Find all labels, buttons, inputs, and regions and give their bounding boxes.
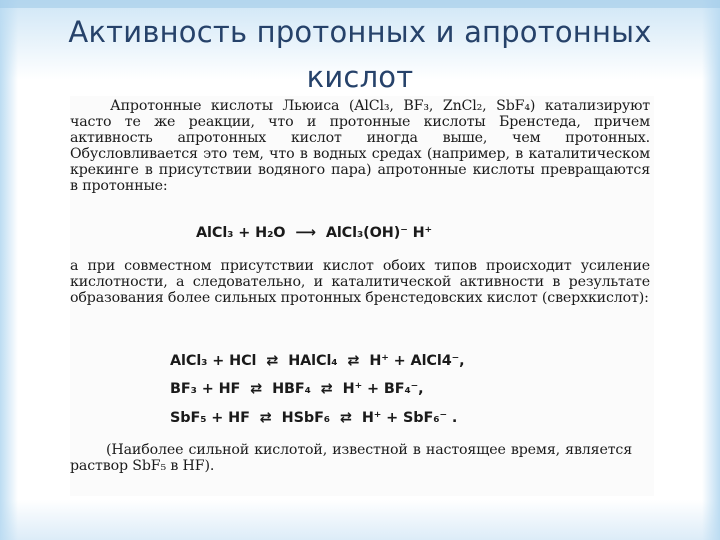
equation-intermediate: HSbF₆ [281,410,331,426]
reaction-arrow-icon: ⟶ [295,225,316,241]
equation-intermediate: HAlCl₄ [288,353,338,369]
equation-lhs: AlCl₃ + H₂O [196,225,286,241]
equation-alcl3-water [196,224,432,242]
equilibrium-arrow-icon: ⇄ [250,381,263,397]
equation-lhs: BF₃ + HF [170,381,241,397]
equation-rhs: H⁺ + SbF₆⁻ . [361,410,458,426]
equilibrium-arrow-icon: ⇄ [347,353,360,369]
equation-alcl3-hcl [170,352,465,370]
equation-bf3-hf [170,380,424,398]
equation-rhs: H⁺ + AlCl4⁻, [369,353,465,369]
slide-title-line-2: кислот [306,60,414,94]
paragraph-superacids: а при совместном присутствии кислот обоих типов происходит усиление кислотности, а следовательно, и каталитической активности в результате образования более сильных протонных бренстедовских кислот (сверхкислот): [70,258,650,306]
equation-lhs: SbF₅ + HF [170,410,250,426]
slide-title-line-1: Активность протонных и апротонных [68,15,652,49]
equation-rhs: H⁺ + BF₄⁻, [342,381,424,397]
equilibrium-arrow-icon: ⇄ [339,410,352,426]
slide-left-decoration [0,0,18,540]
equation-lhs: AlCl₃ + HCl [170,353,257,369]
equilibrium-arrow-icon: ⇄ [320,381,333,397]
equilibrium-arrow-icon: ⇄ [266,353,279,369]
scanned-text-page [70,96,654,496]
slide-top-band [0,0,720,8]
equation-intermediate: HBF₄ [272,381,311,397]
equation-sbf5-hf [170,409,457,427]
equation-rhs: AlCl₃(OH)⁻ H⁺ [325,225,433,241]
paragraph-strongest-acid: (Наиболее сильной кислотой, известной в настоящее время, является раствор SbF₅ в HF). [70,442,632,474]
slide-title [40,10,680,100]
equilibrium-arrow-icon: ⇄ [259,410,272,426]
paragraph-aprotic-acids: Апротонные кислоты Льюиса (AlCl₃, BF₃, ZnCl₂, SbF₄) катализируют часто те же реакции, что и протонные кислоты Бренстеда, причем активность апротонных кислот иногда выше, чем протонных. Обусловливается это тем, что в водных средах (например, в каталитическом крекинге в присутствии водяного пара) апротонные кислоты превращаются в протонные: [70,98,650,194]
slide-right-decoration [702,0,720,540]
